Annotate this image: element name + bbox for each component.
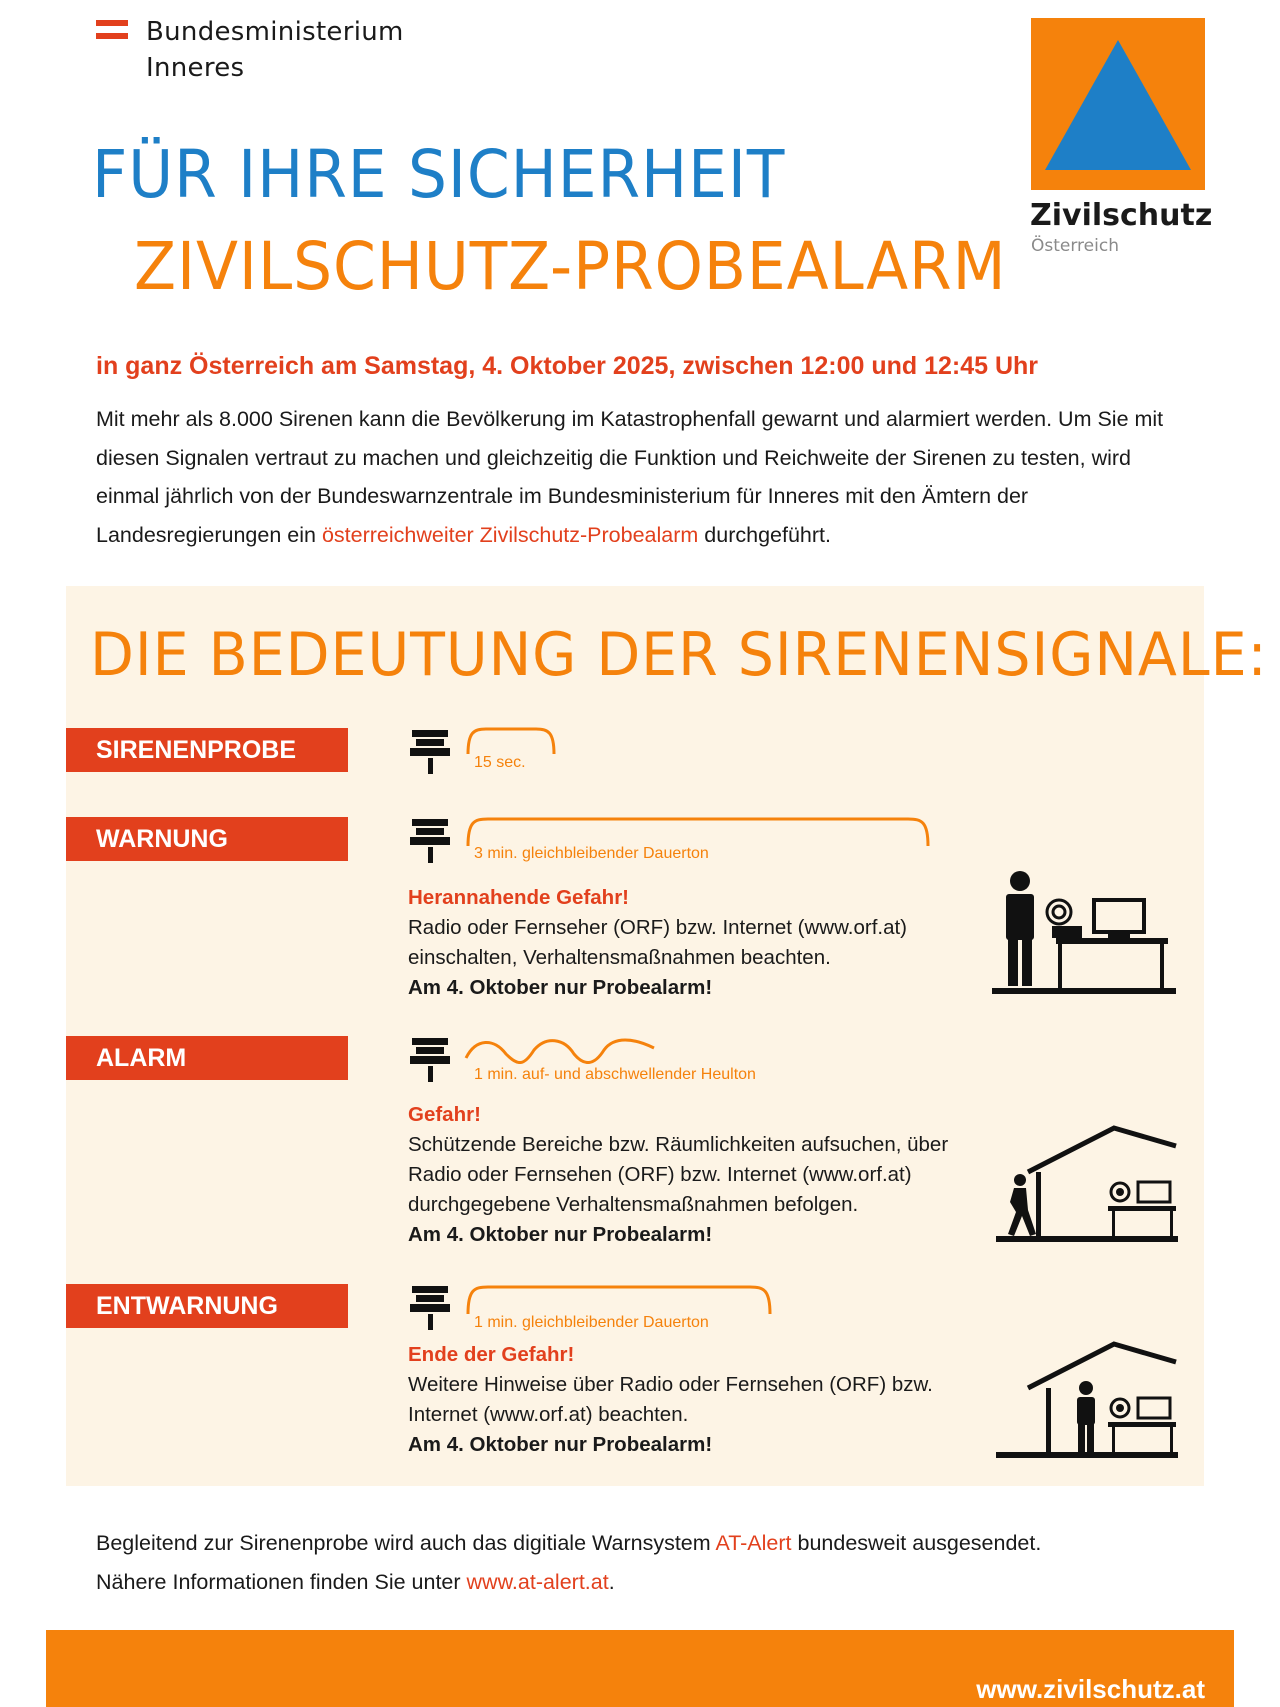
signal-description: Weitere Hinweise über Radio oder Fernsehen (ORF) bzw. Internet (www.orf.at) beachten.: [408, 1373, 933, 1426]
signal-label-warnung: WARNUNG: [66, 817, 348, 861]
zivilschutz-logo-name: Zivilschutz: [1030, 198, 1213, 233]
zivilschutz-logo-icon: [1031, 18, 1205, 190]
signal-description: Schützende Bereiche bzw. Räumlichkeiten aufsuchen, über Radio oder Fernsehen (ORF) bzw. Internet (www.orf.at) durchgegebene Verhaltensmaßnahmen befolgen.: [408, 1133, 949, 1216]
person-at-radio-tv-illustration: [992, 870, 1176, 994]
siren-icon: [408, 1036, 452, 1082]
signal-description: Radio oder Fernseher (ORF) bzw. Internet (www.orf.at) einschalten, Verhaltensmaßnahmen beachten.: [408, 916, 908, 969]
signal-label-sirenenprobe: SIRENENPROBE: [66, 728, 348, 772]
outro-line-1: [96, 1524, 1196, 1563]
siren-icon: [408, 817, 452, 863]
signal-info-warnung: [408, 883, 1008, 1003]
person-entering-house-illustration: [996, 1118, 1178, 1242]
ministry-line-2: Inneres: [146, 53, 245, 83]
signals-title: DIE BEDEUTUNG DER SIRENENSIGNALE:: [90, 620, 1268, 690]
page-title-line-1: FÜR IHRE SICHERHEIT: [92, 136, 786, 213]
signal-heading: Gefahr!: [408, 1103, 481, 1126]
tone-curve-short: [466, 726, 556, 756]
zivilschutz-logo-country: Österreich: [1031, 236, 1119, 256]
signal-info-alarm: [408, 1100, 1008, 1250]
outro-text-1: Begleitend zur Sirenenprobe wird auch das digitiale Warnsystem: [96, 1531, 716, 1555]
tone-label-sirenenprobe: 15 sec.: [474, 754, 526, 771]
outro-paragraph: [96, 1524, 1196, 1601]
signal-label-alarm: ALARM: [66, 1036, 348, 1080]
ministry-line-1: Bundesministerium: [146, 17, 404, 47]
tone-curve-long: [466, 816, 930, 848]
siren-icon: [408, 1284, 452, 1330]
tone-label-alarm: 1 min. auf- und abschwellender Heulton: [474, 1066, 756, 1083]
at-alert-url-link[interactable]: www.at-alert.at: [466, 1569, 609, 1594]
signal-heading: Ende der Gefahr!: [408, 1343, 575, 1366]
tone-curve-medium: [466, 1284, 772, 1316]
tone-label-entwarnung: 1 min. gleichbleibender Dauerton: [474, 1314, 709, 1331]
ministry-logo-text: [146, 14, 404, 86]
outro-text-2: bundesweit ausgesendet.: [791, 1531, 1042, 1555]
austria-flag-icon: [96, 20, 128, 40]
footer-url-link[interactable]: www.zivilschutz.at: [976, 1674, 1205, 1704]
date-line: in ganz Österreich am Samstag, 4. Oktober 2025, zwischen 12:00 und 12:45 Uhr: [96, 352, 1039, 380]
signal-info-entwarnung: [408, 1340, 1008, 1460]
signal-note: Am 4. Oktober nur Probealarm!: [408, 1223, 713, 1246]
intro-paragraph: [96, 400, 1196, 554]
tone-label-warnung: 3 min. gleichbleibender Dauerton: [474, 845, 709, 862]
outro-text-4: .: [608, 1569, 615, 1594]
signal-note: Am 4. Oktober nur Probealarm!: [408, 976, 713, 999]
signal-label-entwarnung: ENTWARNUNG: [66, 1284, 348, 1328]
at-alert-link[interactable]: AT-Alert: [715, 1531, 792, 1555]
siren-icon: [408, 728, 452, 774]
intro-highlight: österreichweiter Zivilschutz-Probealarm: [321, 522, 699, 547]
signal-note: Am 4. Oktober nur Probealarm!: [408, 1433, 713, 1456]
outro-line-2: [96, 1563, 1196, 1602]
outro-text-3: Nähere Informationen finden Sie unter: [96, 1569, 467, 1594]
page-title-line-2: ZIVILSCHUTZ-PROBEALARM: [134, 228, 1007, 305]
intro-text-before: Mit mehr als 8.000 Sirenen kann die Bevölkerung im Katastrophenfall gewarnt und alarmiert werden. Um Sie mit diesen Signalen vertraut zu machen und gleichzeitig die Funktion und Reichweite der Sirenen zu testen, wird einmal jährlich von der Bundeswarnzentrale im Bundesministerium für Inneres mit den Ämtern der Landesregierungen ein: [96, 407, 1164, 547]
signal-heading: Herannahende Gefahr!: [408, 886, 629, 909]
tone-curve-wave: [464, 1036, 656, 1064]
intro-text-after: durchgeführt.: [698, 522, 831, 547]
person-inside-house-illustration: [996, 1334, 1178, 1458]
